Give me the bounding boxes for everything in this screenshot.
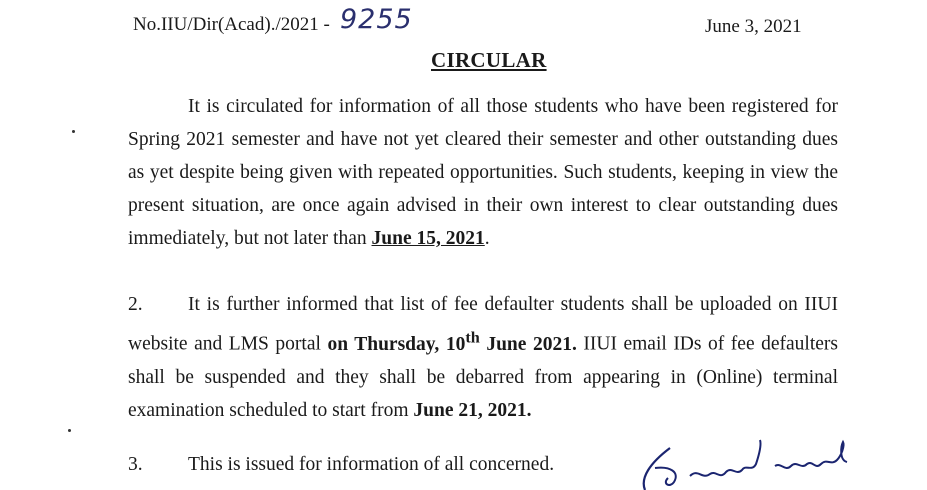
- upload-date-tail: June 2021.: [479, 333, 577, 355]
- paragraph-2: [128, 288, 838, 427]
- margin-mark: [72, 130, 75, 133]
- paragraph-3-text: This is issued for information of all concerned.: [188, 454, 555, 475]
- payment-deadline: June 15, 2021: [371, 228, 485, 249]
- signature: [610, 438, 900, 490]
- paragraph-1: [128, 90, 838, 255]
- paragraph-2-number: 2.: [128, 294, 143, 315]
- handwritten-reference-number: 9255: [340, 4, 413, 35]
- paragraph-1-text: It is circulated for information of all those students who have been registered for Spring 2021 semester and have not yet cleared their semester and other outstanding dues as yet despite being given with repeated opportunities. Such students, keeping in view the present situation, are once again advised in their own interest to clear outstanding dues immediately, but not later than: [128, 96, 838, 249]
- paragraph-2-text: It is further informed that list of fee defaulter students shall be uploaded on IIUI website and LMS portal: [128, 294, 838, 355]
- reference-number: No.IIU/Dir(Acad)./2021 -: [133, 14, 330, 35]
- paragraph-1-end: .: [484, 228, 490, 249]
- paragraph-3-number: 3.: [128, 454, 143, 475]
- upload-date-main: on Thursday, 10: [327, 333, 466, 355]
- paragraph-2-text-b: IIUI email IDs of fee defaulters shall be suspended and they shall be debarred from appearing in (Online) terminal examination scheduled to start from: [128, 333, 839, 421]
- upload-date-ordinal: th: [465, 328, 480, 346]
- exam-date: June 21, 2021.: [413, 399, 532, 421]
- upload-date: [327, 328, 577, 355]
- issue-date: June 3, 2021: [705, 16, 802, 37]
- document-title: CIRCULAR: [431, 48, 547, 72]
- margin-mark: [68, 429, 71, 432]
